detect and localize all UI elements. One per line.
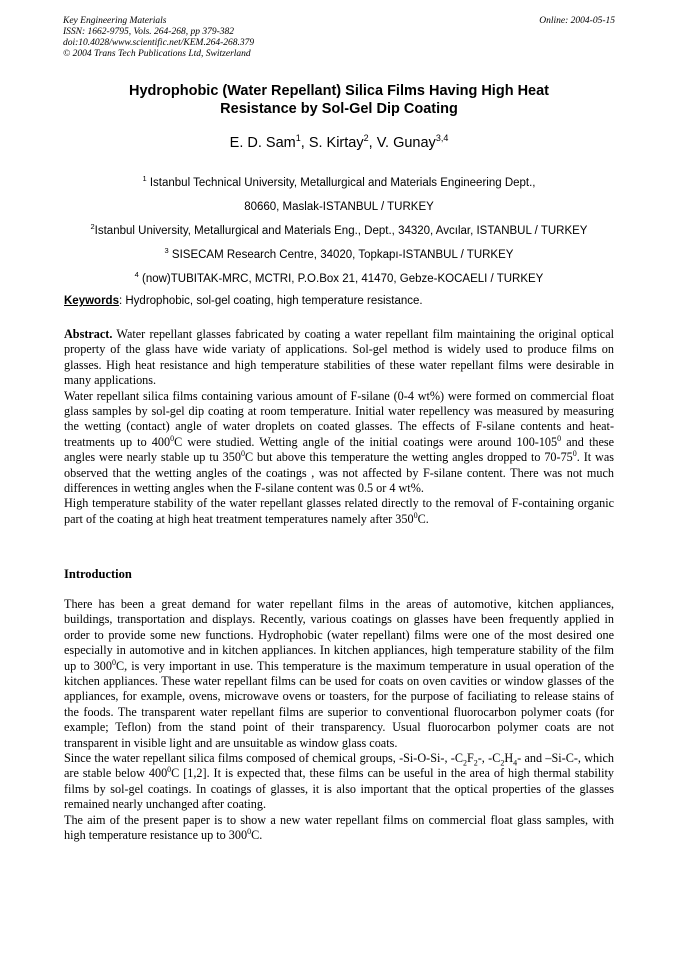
affiliation — [50, 195, 628, 219]
abstract-text: High temperature stability of the water repellant glasses related directly to the removal of F-containing organic part of the coating at high heat treatment temperatures namely after 350 — [64, 496, 614, 526]
degree-mark: 0 — [170, 433, 175, 443]
keywords — [64, 294, 614, 309]
affil-mark: 2 — [90, 222, 95, 232]
author-affil-mark: 2 — [363, 133, 369, 144]
paper-title-line-2: Resistance by Sol-Gel Dip Coating — [220, 101, 458, 117]
intro-text: C. — [251, 828, 263, 843]
author-separator: , — [300, 135, 309, 151]
author-separator: , — [368, 135, 377, 151]
intro-text: -, -C — [477, 751, 501, 766]
abstract-label: Abstract. — [64, 327, 113, 341]
abstract-paragraph — [64, 496, 614, 527]
abstract — [64, 327, 614, 527]
author-name: S. Kirtay — [308, 135, 364, 151]
journal-name: Key Engineering Materials — [63, 16, 167, 26]
abstract-text: C but above this temperature the wetting angles dropped to 70-75 — [244, 450, 573, 465]
intro-text: F — [466, 751, 474, 766]
degree-mark: 0 — [413, 510, 418, 520]
journal-issn: ISSN: 1662-9795, Vols. 264-268, pp 379-382 — [63, 27, 234, 37]
affiliation — [50, 219, 628, 243]
paper-title — [70, 82, 608, 118]
affil-text: (now)TUBITAK-MRC, MCTRI, P.O.Box 21, 41470, Gebze-KOCAELI / TURKEY — [138, 273, 544, 285]
author-affil-mark: 3,4 — [435, 133, 449, 144]
keywords-text: Hydrophobic, sol-gel coating, high temperature resistance. — [122, 295, 423, 307]
degree-mark: 0 — [112, 657, 116, 667]
subscript: 2 — [462, 758, 467, 768]
journal-doi: doi:10.4028/www.scientific.net/KEM.264-268.379 — [63, 38, 255, 48]
degree-mark: 0 — [572, 449, 577, 459]
intro-paragraph — [64, 751, 614, 813]
intro-text: Since the water repellant silica films composed of chemical groups, -Si-O-Si-, -C — [64, 751, 463, 766]
abstract-text: . It was observed that the wetting angles of the coatings , was not affected by F-silane content. There was not much differences in wetting angles when the F-silane content was 0.5 or 4 wt%. — [64, 450, 614, 496]
degree-mark: 0 — [167, 765, 172, 775]
intro-paragraph — [64, 597, 614, 751]
affiliation — [50, 267, 628, 291]
degree-mark: 0 — [557, 433, 562, 443]
section-heading-introduction: Introduction — [64, 567, 132, 581]
affil-text: Istanbul Technical University, Metallurgical and Materials Engineering Dept., — [146, 177, 536, 189]
abstract-text: and these angles were nearly stable up tu 350 — [64, 434, 614, 465]
author-list — [70, 134, 608, 152]
author-name: V. Gunay — [376, 135, 436, 151]
degree-mark: 0 — [247, 827, 252, 837]
affil-text: Istanbul University, Metallurgical and Materials Eng., Dept., 34320, Avcılar, ISTANBUL / TURKEY — [94, 225, 588, 237]
intro-paragraph — [64, 813, 614, 844]
intro-text: H — [504, 751, 514, 766]
abstract-paragraph — [64, 389, 614, 497]
online-date: Online: 2004-05-15 — [539, 16, 615, 26]
paper-title-line-1: Hydrophobic (Water Repellant) Silica Films Having High Heat — [128, 83, 550, 99]
intro-text: C, is very important in use. This temperature is the maximum temperature in usual operation of the kitchen appliances. These water repellant films can be used for coats on oven cavities or window glasses of the appliances, for example, ovens, microwave ovens or toasters, for the purpose of faciliating to release stains of the foods. The transparent water repellant films are superior to conventional fluorocarbon polymer coats (for example; Teflon) from the stand point of their transparency. Usual fluorocarbon polymer coats are not transparent in visible light and are unsuitable as window glass coats. — [64, 658, 615, 750]
abstract-text: Water repellant glasses fabricated by coating a water repellant film maintaining the original optical property of the glass have wide variaty of applications. Sol-gel method is widely used to produce films on glasses. High heat resistance and high temperature stabilities of these water repellant films were desirable in many applications. — [64, 327, 614, 388]
intro-text: - and –Si-C-, which are stable below 400 — [64, 751, 615, 781]
author-affil-mark: 1 — [295, 133, 301, 144]
abstract-paragraph — [64, 327, 614, 389]
affiliation — [50, 243, 628, 267]
affiliation — [50, 171, 628, 195]
keywords-colon: : — [118, 295, 123, 307]
affiliation-list — [50, 171, 628, 291]
affil-mark: 3 — [164, 246, 169, 256]
intro-text: C [1,2]. It is expected that, these films can be useful in the area of high thermal stability films by sol-gel coatings. In coatings of glasses, it is also important that the optical properties of the glasses remained nearly unchanged after coating. — [64, 766, 614, 812]
affil-text: SISECAM Research Centre, 34020, Topkapı-ISTANBUL / TURKEY — [168, 249, 514, 261]
abstract-text: Water repellant silica films containing various amount of F-silane (0-4 wt%) were formed on commercial float glass samples by sol-gel dip coating at room temperature. Initial water repellency was measured by measuring the wetting (contact) angle of water droplets on coated glasses. The effects of F-silane contents and heat-treatments up to 400 — [64, 388, 614, 449]
subscript: 4 — [513, 758, 518, 768]
affil-mark: 4 — [134, 270, 139, 280]
degree-mark: 0 — [240, 449, 245, 459]
affil-mark: 1 — [142, 174, 147, 184]
introduction-body — [64, 597, 614, 844]
journal-header — [63, 16, 254, 60]
abstract-text: C. — [417, 511, 429, 526]
journal-copyright: © 2004 Trans Tech Publications Ltd, Switzerland — [63, 49, 251, 59]
subscript: 2 — [473, 758, 478, 768]
affil-text: 80660, Maslak-ISTANBUL / TURKEY — [244, 201, 434, 213]
author-name: E. D. Sam — [229, 135, 296, 151]
abstract-text: C were studied. Wetting angle of the initial coatings were around 100-105 — [174, 434, 558, 449]
subscript: 2 — [500, 758, 505, 768]
intro-text: There has been a great demand for water repellant films in the areas of automotive, kitchen appliances, buildings, transportation and displays. Recently, various coatings on glasses have been frequently applied in order to provide some new functions. Hydrophobic (water repellant) films were one of the most desired one especially in automotive and in kitchen appliances. In kitchen appliances, high temperature stability of the film up to 300 — [64, 597, 614, 673]
intro-text: The aim of the present paper is to show a new water repellant films on commercial float glass samples, with high temperature resistance up to 300 — [64, 812, 614, 843]
keywords-label: Keywords — [64, 295, 119, 307]
